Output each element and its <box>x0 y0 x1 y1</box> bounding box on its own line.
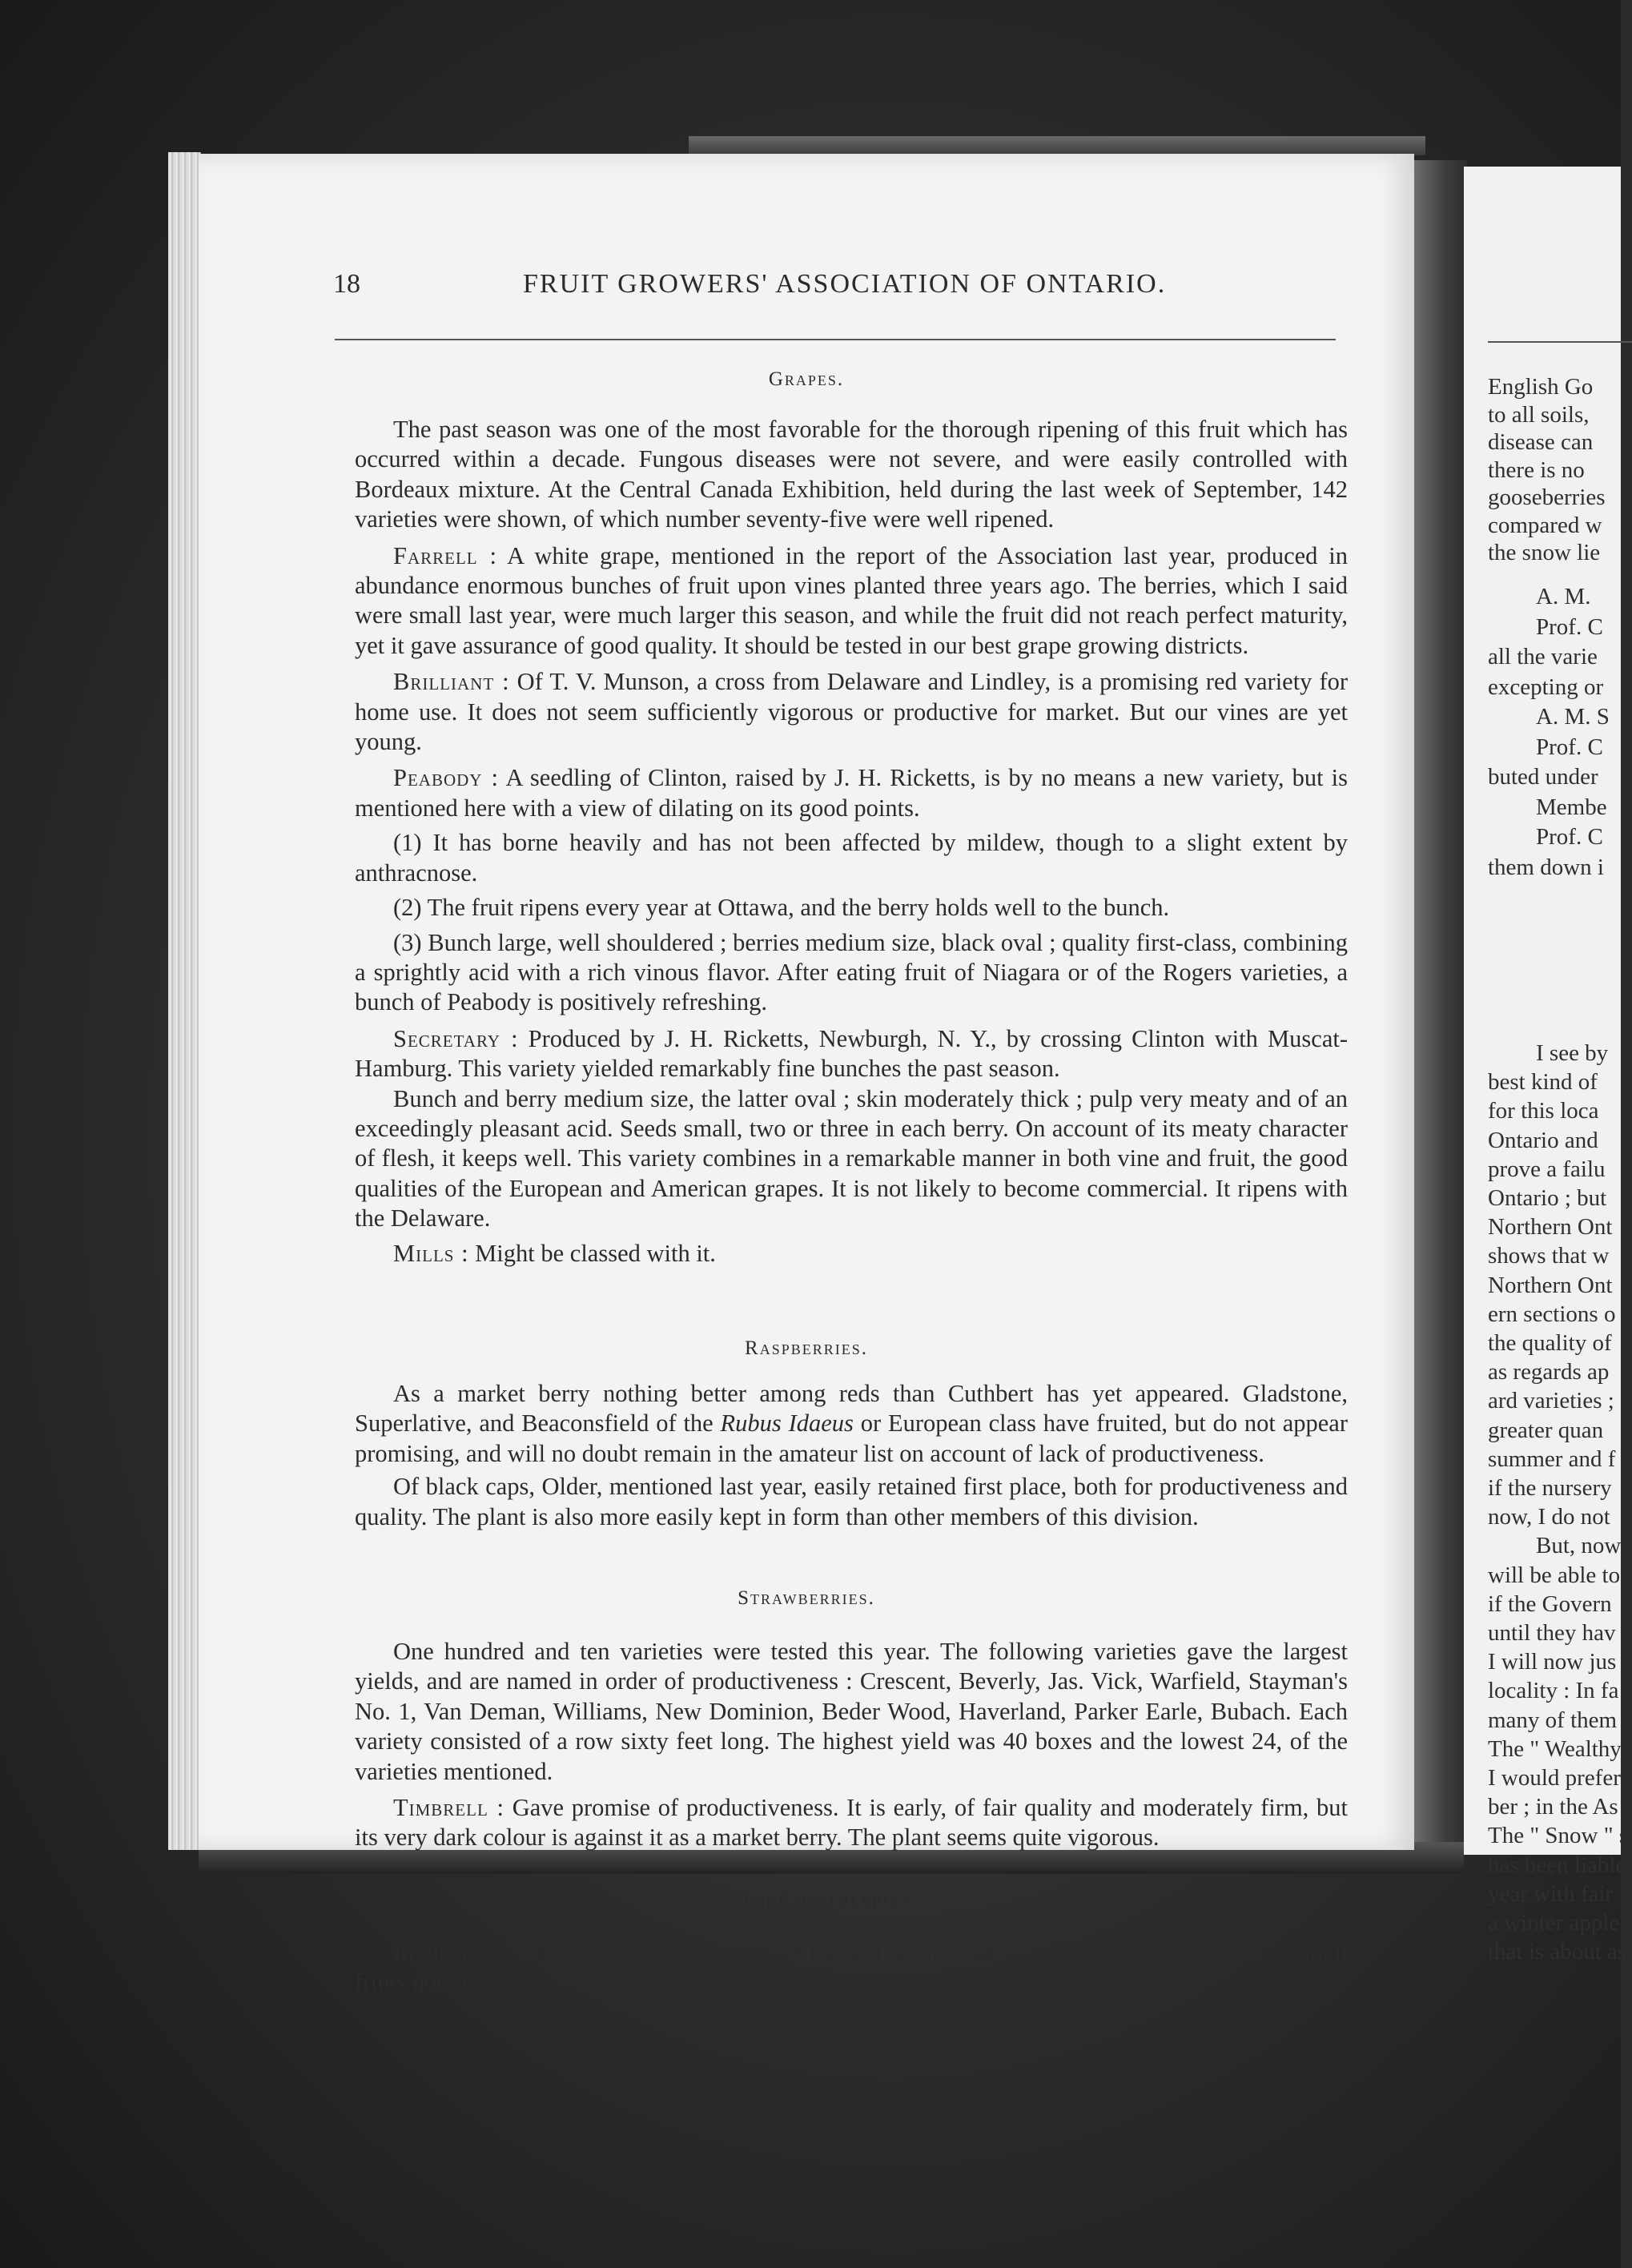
right-page-line: A. M. <box>1536 584 1591 609</box>
paragraph-timbrell <box>355 1793 1348 1853</box>
right-page-line: Prof. C <box>1536 734 1603 760</box>
grapes-intro: The past season was one of the most favorable for the thorough ripening of this fruit which has occurred within a decade. Fungous diseases were not severe, and were easily controlled with Bordeaux mixture. At the Central Canada Exhibition, held during the last week of September, 142 varieties were shown, of which number seventy-five were well ripened. <box>355 416 1348 533</box>
right-page-line: But, now <box>1536 1533 1622 1559</box>
paragraph-brilliant <box>355 667 1348 757</box>
strawberries-paragraph-1: One hundred and ten varieties were tested this year. The following varieties gave the largest yields, and are named in order of productiveness : Crescent, Beverly, Jas. Vick, Warfield, Stayman's No. 1, Van Deman, Williams, New Dominion, Beder Wood, Haverland, Parker Earle, Bubach. Each variety consisted of a row sixty feet long. The highest yield was 40 boxes and the lowest 24, of the varieties mentioned. <box>355 1638 1348 1785</box>
right-page-line: shows that w <box>1488 1243 1610 1269</box>
right-page-line: A. M. S <box>1536 704 1610 730</box>
right-page-rule <box>1488 341 1632 343</box>
peabody-point-1: (1) It has borne heavily and has not been affected by mildew, though to a slight extent by anthracnose. <box>355 829 1348 887</box>
grapes-section <box>355 415 1348 1269</box>
gooseberries-section <box>355 1938 1348 1998</box>
running-head <box>199 269 1414 309</box>
right-page-line: disease can <box>1488 429 1594 455</box>
right-page-line: as regards ap <box>1488 1359 1610 1385</box>
lead-secretary: Secretary : <box>393 1024 519 1052</box>
right-page-line: there is no <box>1488 456 1585 483</box>
right-page-line: prove a failu <box>1488 1156 1606 1182</box>
right-page-line: Prof. C <box>1536 824 1603 850</box>
right-page-line: greater quan <box>1488 1417 1604 1443</box>
paragraph-farrell <box>355 541 1348 662</box>
right-page-line: a winter apple <box>1488 1910 1620 1936</box>
right-page-line: has been liable <box>1488 1852 1626 1878</box>
raspberries-section <box>355 1379 1348 1532</box>
right-page-line: many of them <box>1488 1707 1618 1733</box>
right-page-line: Ontario and <box>1488 1127 1598 1153</box>
right-page-line: summer and f <box>1488 1446 1616 1472</box>
heading-grapes: Grapes. <box>768 368 845 390</box>
right-page-line: will be able to <box>1488 1562 1621 1588</box>
right-page-fragment <box>1464 167 1629 1965</box>
gooseberries-paragraph-1: In closing this hasty review of the newer fruits, I would like to call attention to a class of small fruits not new, but unfortunately frequently overlooked. I refer to the <box>355 1939 1348 1997</box>
peabody-point-2: (2) The fruit ripens every year at Ottawa, and the berry holds well to the bunch. <box>393 894 1170 922</box>
right-page-line: locality : In fa <box>1488 1678 1619 1704</box>
right-page-line: English Go <box>1488 374 1594 400</box>
right-page-line: The " Snow " s <box>1488 1823 1629 1849</box>
right-page-line: the snow lie <box>1488 540 1601 565</box>
text-peabody: A seedling of Clinton, raised by J. H. Ricketts, is by no means a new variety, but is mentioned here with a view of dilating on its good points. <box>355 764 1349 822</box>
rubus-idaeus-italic: Rubus Idaeus <box>720 1409 854 1438</box>
right-page-line: I will now jus <box>1488 1649 1617 1675</box>
text-brilliant: Of T. V. Munson, a cross from Delaware and Lindley, is a promising red variety for home use. It does not seem sufficiently vigorous or productive for market. But our vines are yet young. <box>355 668 1349 756</box>
lead-timbrell: Timbrell : <box>393 1794 504 1822</box>
header-rule <box>335 339 1336 340</box>
book-gutter <box>1414 160 1467 1850</box>
secretary-description: Bunch and berry medium size, the latter oval ; skin moderately thick ; pulp very meaty and of an exceedingly pleasant acid. Seeds small, two or three in each berry. On account of its meaty character of flesh, it keeps well. This variety combines in a remarkable manner in both vine and fruit, the good qualities of the European and American grapes. It is not likely to become commercial. It ripens with the Delaware. <box>355 1084 1348 1233</box>
raspberries-paragraph-1: As a market berry nothing better among reds than Cuthbert has yet appeared. Gladstone, Superlative, and Beaconsfield of the Rubus Idaeus or European class have fruited, but do not appear promising, and will no doubt remain in the amateur list on account of lack of productiveness. <box>355 1380 1348 1467</box>
right-page-line: Membe <box>1536 794 1607 820</box>
lead-mills: Mills : <box>393 1239 469 1267</box>
paragraph-secretary <box>355 1024 1348 1084</box>
text-secretary: Produced by J. H. Ricketts, Newburgh, N. Y., by crossing Clinton with Muscat-Hamburg. This variety yielded remarkably fine bunches the past season. <box>355 1024 1348 1083</box>
lead-farrell: Farrell : <box>393 541 497 569</box>
left-page <box>199 154 1414 1997</box>
lead-brilliant: Brilliant : <box>393 668 510 696</box>
book-page-edges <box>168 152 201 1850</box>
paragraph-peabody <box>355 763 1348 823</box>
raspberries-paragraph-2: Of black caps, Older, mentioned last year, easily retained first place, both for productiveness and quality. The plant is also more easily kept in form than other members of this division. <box>355 1473 1348 1530</box>
text-timbrell: Gave promise of productiveness. It is early, of fair quality and moderately firm, but its very dark colour is against it as a market berry. The plant seems quite vigorous. <box>355 1794 1348 1852</box>
right-page-line: year with fair <box>1488 1880 1614 1907</box>
peabody-point-3: (3) Bunch large, well shouldered ; berries medium size, black oval ; quality first-class, combining a sprightly acid with a rich vinous flavor. After eating fruit of Niagara or of the Rogers varieties, a bunch of Peabody is positively refreshing. <box>355 928 1348 1016</box>
right-page-line: Northern Ont <box>1488 1272 1613 1298</box>
right-page-line: gooseberries <box>1488 485 1606 510</box>
text-farrell: A white grape, mentioned in the report of the Association last year, produced in abundance enormous bunches of fruit upon vines planted three years ago. The berries, which I said were small last year, were much larger this season, and while the fruit did not reach perfect maturity, yet it gave assurance of good quality. It should be tested in our best grape growing districts. <box>355 541 1348 659</box>
paragraph-mills <box>355 1239 1348 1269</box>
text-mills: Might be classed with it. <box>468 1239 716 1267</box>
page-number: 18 <box>333 269 360 299</box>
right-page-line: I would prefer <box>1488 1765 1621 1791</box>
right-page-line: until they hav <box>1488 1620 1616 1646</box>
right-page-line: them down i <box>1488 854 1604 880</box>
heading-english-gooseberries: English Gooseberries. <box>696 1890 917 1912</box>
right-page-line: that is about as <box>1488 1939 1627 1965</box>
right-page-line: excepting or <box>1488 674 1604 700</box>
strawberries-section <box>355 1637 1348 1853</box>
right-page-line: ern sections o <box>1488 1301 1616 1327</box>
right-page-line: buted under <box>1488 764 1598 790</box>
lead-peabody: Peabody : <box>393 764 500 792</box>
heading-raspberries: Raspberries. <box>745 1337 868 1359</box>
right-page-line: best kind of <box>1488 1069 1598 1096</box>
top-shadow <box>689 136 1425 155</box>
right-page-line: The " Wealthy <box>1488 1735 1622 1762</box>
right-page-line: now, I do not <box>1488 1504 1610 1530</box>
right-page-line: to all soils, <box>1488 401 1590 428</box>
right-page-line: Northern Ont <box>1488 1214 1613 1241</box>
right-page-line: ard varieties ; <box>1488 1388 1614 1414</box>
right-page-line: Prof. C <box>1536 613 1603 640</box>
header-title: FRUIT GROWERS' ASSOCIATION OF ONTARIO. <box>523 269 1167 299</box>
right-page-line: all the varie <box>1488 644 1598 670</box>
right-page-line: for this loca <box>1488 1098 1599 1124</box>
right-page-line: if the nursery <box>1488 1475 1612 1501</box>
right-page-line: Ontario ; but <box>1488 1185 1607 1211</box>
right-page-line: compared w <box>1488 512 1602 538</box>
right-page-line: the quality of <box>1488 1330 1612 1356</box>
right-page-line: if the Govern <box>1488 1590 1612 1617</box>
right-page-line: ber ; in the As <box>1488 1794 1618 1820</box>
right-page-line: I see by <box>1536 1040 1609 1066</box>
heading-strawberries: Strawberries. <box>738 1587 875 1609</box>
